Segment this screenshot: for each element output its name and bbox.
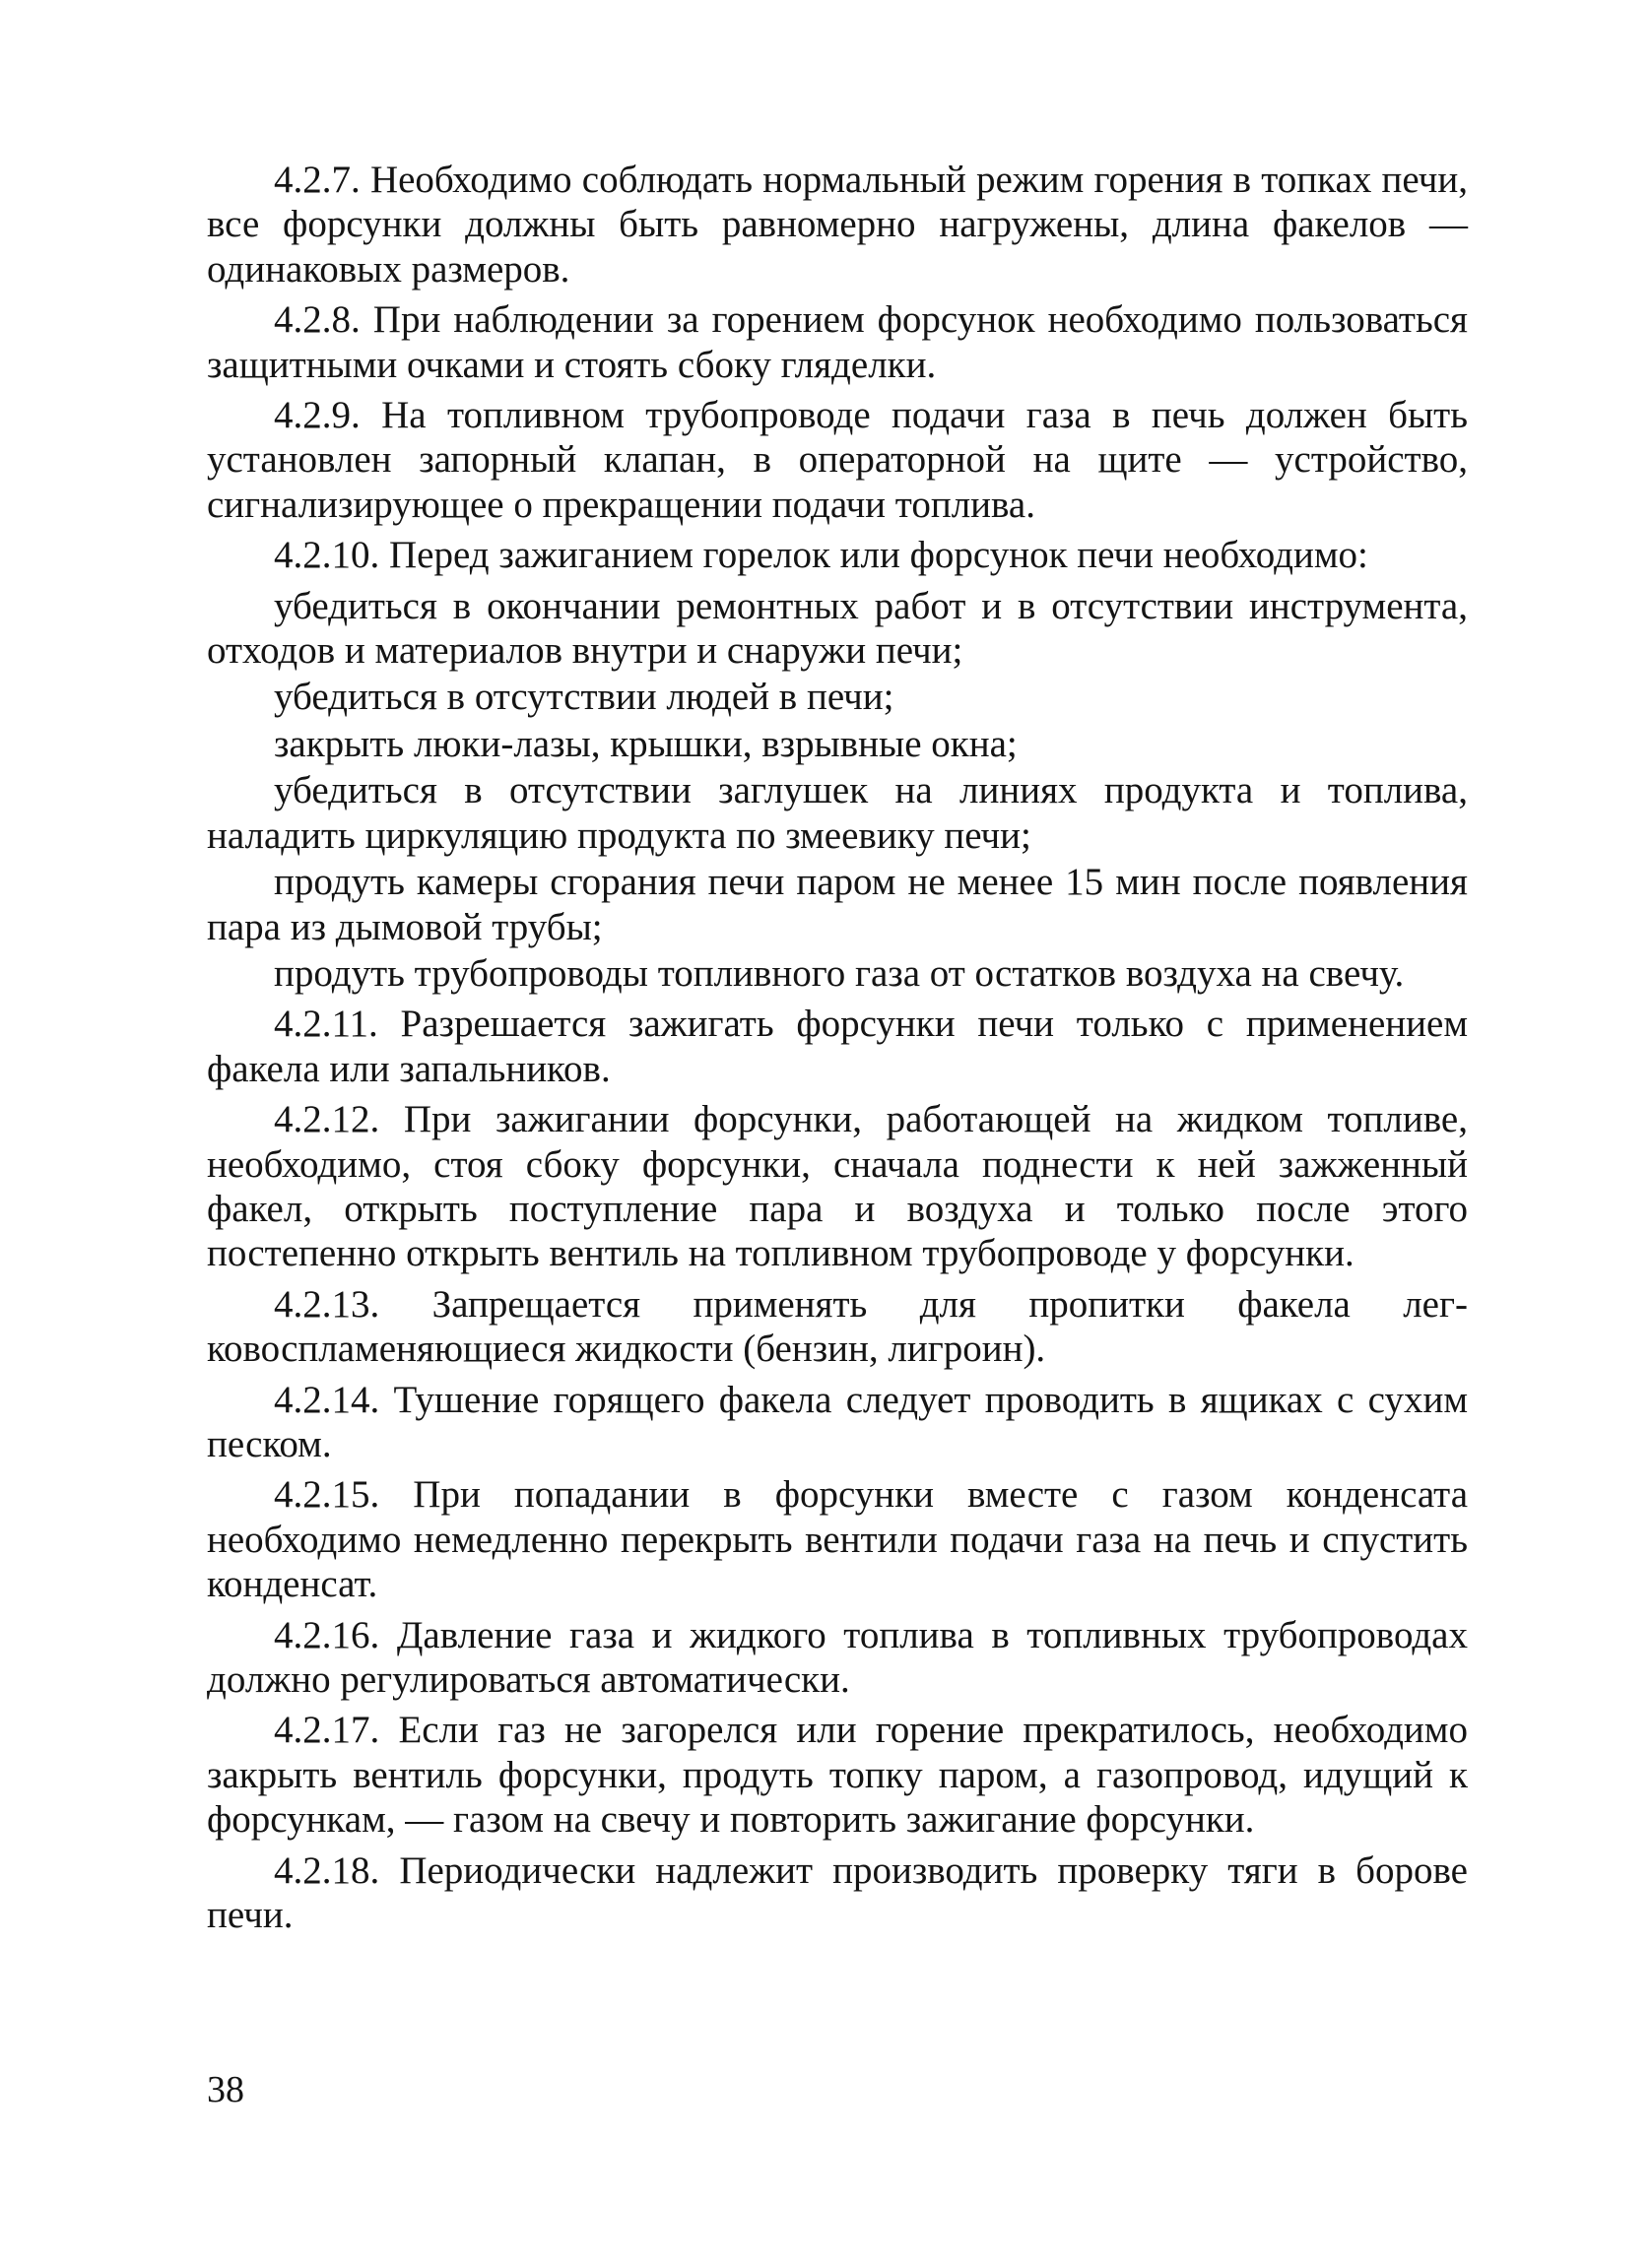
paragraph-4-2-10: 4.2.10. Перед зажиганием горелок или форсунок печи необходимо: [274,534,1368,577]
paragraph-4-2-14: 4.2.14. Тушение горящего факела следует проводить в ящиках с сухим песком. [207,1378,1468,1465]
paragraph-4-2-15: 4.2.15. При попадании в форсунки вместе с газом конденсата необходимо немедленно перекрыть вентили подачи газа на печь и спустить конденсат. [207,1473,1468,1606]
paragraph-4-2-13: 4.2.13. Запрещается применять для пропитки факела легковоспламеняющиеся жидкости (бензин, лигроин). [207,1282,1468,1371]
paragraph-4-2-12: 4.2.12. При зажигании форсунки, работающей на жидком топливе, необходимо, стоя сбоку форсунки, сначала поднести к ней зажженный факел, открыть поступление пара и воздуха и только после этого постепенно открыть вентиль на топливном трубопроводе у форсунки. [207,1098,1468,1275]
list-item-purge-pipelines: продуть трубопроводы топливного газа от остатков воздуха на свечу. [274,951,1405,995]
list-item-check-no-people: убедиться в отсутствии людей в печи; [274,676,894,719]
paragraph-4-2-9: 4.2.9. На топливном трубопроводе подачи газа в печь должен быть установлен запорный клапан, в операторной на щите — устройство, сигнализирующее о прекращении подачи топлива. [207,394,1468,526]
list-item-close-hatches: закрыть люки-лазы, крышки, взрывные окна; [274,722,1018,765]
paragraph-4-2-17: 4.2.17. Если газ не загорелся или горение прекратилось, необходимо закрыть вентиль форсунки, продуть топку паром, а газопровод, идущий к форсункам, — газом на свечу и повторить зажигание форсунки. [207,1709,1468,1842]
paragraph-4-2-11: 4.2.11. Разрешается зажигать форсунки печи только с применением факела или запальников. [207,1003,1468,1090]
list-item-purge-chambers: продуть камеры сгорания печи паром не менее 15 мин после появления пара из дымовой трубы; [207,861,1468,948]
paragraph-4-2-18: 4.2.18. Периодически надлежит производить проверку тяги в борове печи. [207,1848,1468,1937]
list-item-check-repair-works: убедиться в окончании ремонтных работ и в отсутствии инструмента, отходов и материалов внутри и снаружи печи; [207,584,1468,673]
page-number: 38 [207,2069,244,2110]
list-item-check-plugs: убедиться в отсутствии заглушек на линиях продукта и топлива, наладить циркуляцию продукта по змеевику печи; [207,769,1468,857]
paragraph-4-2-8: 4.2.8. При наблюдении за горением форсунок необходимо пользоваться защитными очками и стоять сбоку гляделки. [207,298,1468,386]
paragraph-4-2-16: 4.2.16. Давление газа и жидкого топлива в топливных трубопроводах должно регулироваться автоматически. [207,1613,1468,1701]
document-page [207,158,1468,1943]
paragraph-4-2-7: 4.2.7. Необходимо соблюдать нормальный режим горения в топках печи, все форсунки должны быть равномерно нагружены, длина факелов — одинаковых размеров. [207,159,1468,291]
